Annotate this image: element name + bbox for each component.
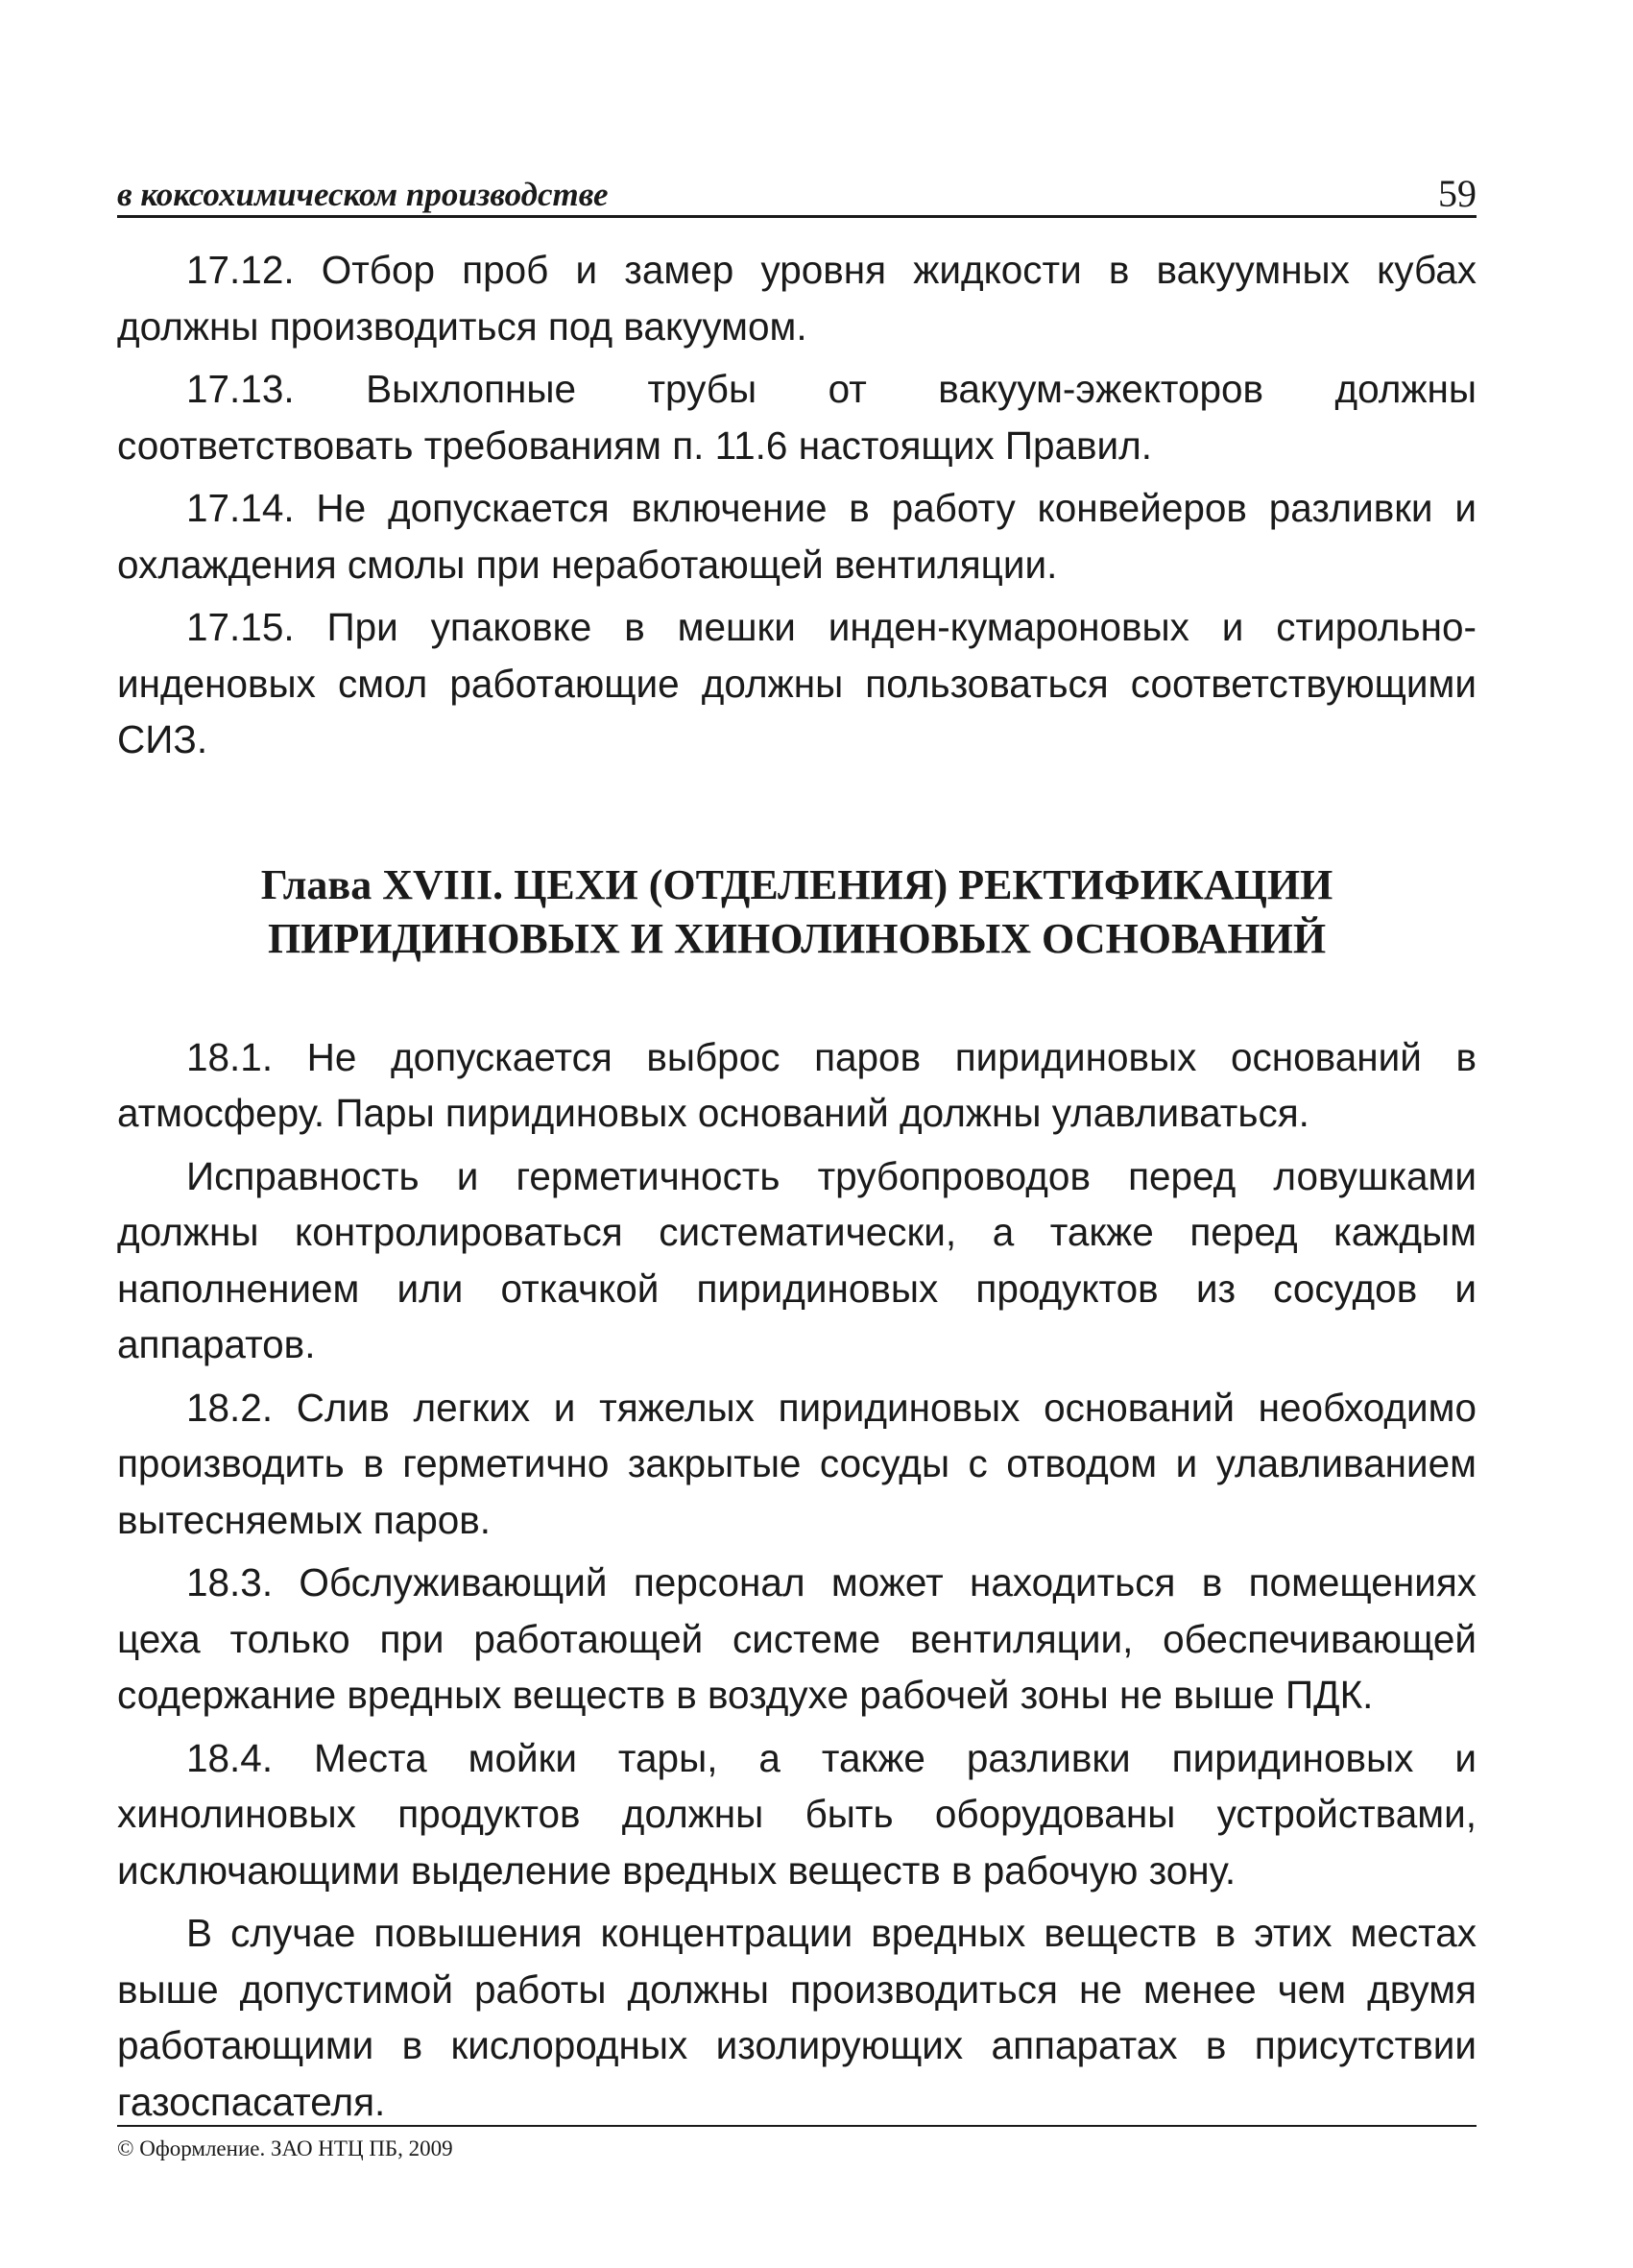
running-title: в коксохимическом производстве [117, 176, 609, 213]
paragraph-17-15: 17.15. При упаковке в мешки инден-кумароновых и стирольно-инденовых смол работающие должны пользоваться соответствующими СИЗ. [117, 605, 1477, 761]
paragraph-18-3: 18.3. Обслуживающий персонал может находиться в помещениях цеха только при работающей системе вентиляции, обеспечивающей содержание вредных веществ в воздухе рабочей зоны не выше ПДК. [117, 1560, 1477, 1717]
paragraph-18-1: 18.1. Не допускается выброс паров пиридиновых оснований в атмосферу. Пары пиридиновых оснований должны улавливаться. [117, 1034, 1477, 1135]
chapter-heading-line-1: Глава XVIII. ЦЕХИ (ОТДЕЛЕНИЯ) РЕКТИФИКАЦИИ [260, 860, 1333, 908]
paragraph-17-14: 17.14. Не допускается включение в работу конвейеров разливки и охлаждения смолы при неработающей вентиляции. [117, 486, 1477, 587]
running-header [117, 165, 1477, 218]
chapter-heading-line-2: ПИРИДИНОВЫХ И ХИНОЛИНОВЫХ ОСНОВАНИЙ [267, 914, 1327, 962]
document-page [117, 0, 1477, 2268]
paragraph-17-12: 17.12. Отбор проб и замер уровня жидкости в вакуумных кубах должны производиться под вакуумом. [117, 248, 1477, 349]
footer-divider [117, 2125, 1477, 2127]
paragraph-18-2: 18.2. Слив легких и тяжелых пиридиновых оснований необходимо производить в герметично закрытые сосуды с отводом и улавливанием вытесняемых паров. [117, 1385, 1477, 1542]
paragraph-18-1-continued: Исправность и герметичность трубопроводов перед ловушками должны контролироваться систематически, а также перед каждым наполнением или откачкой пиридиновых продуктов из сосудов и аппаратов. [117, 1153, 1477, 1366]
footer-copyright: © Оформление. ЗАО НТЦ ПБ, 2009 [117, 2136, 453, 2160]
chapter-heading [117, 858, 1477, 966]
page-content [117, 242, 1477, 2130]
paragraph-18-4-continued: В случае повышения концентрации вредных веществ в этих местах выше допустимой работы должны производиться не менее чем двумя работающими в кислородных изолирующих аппаратах в присутствии газоспасателя. [117, 1911, 1477, 2124]
paragraph-17-13: 17.13. Выхлопные трубы от вакуум-эжекторов должны соответствовать требованиям п. 11.6 настоящих Правил. [117, 367, 1477, 468]
page-number: 59 [1438, 172, 1477, 215]
paragraph-18-4: 18.4. Места мойки тары, а также разливки пиридиновых и хинолиновых продуктов должны быть оборудованы устройствами, исключающими выделение вредных веществ в рабочую зону. [117, 1735, 1477, 1893]
